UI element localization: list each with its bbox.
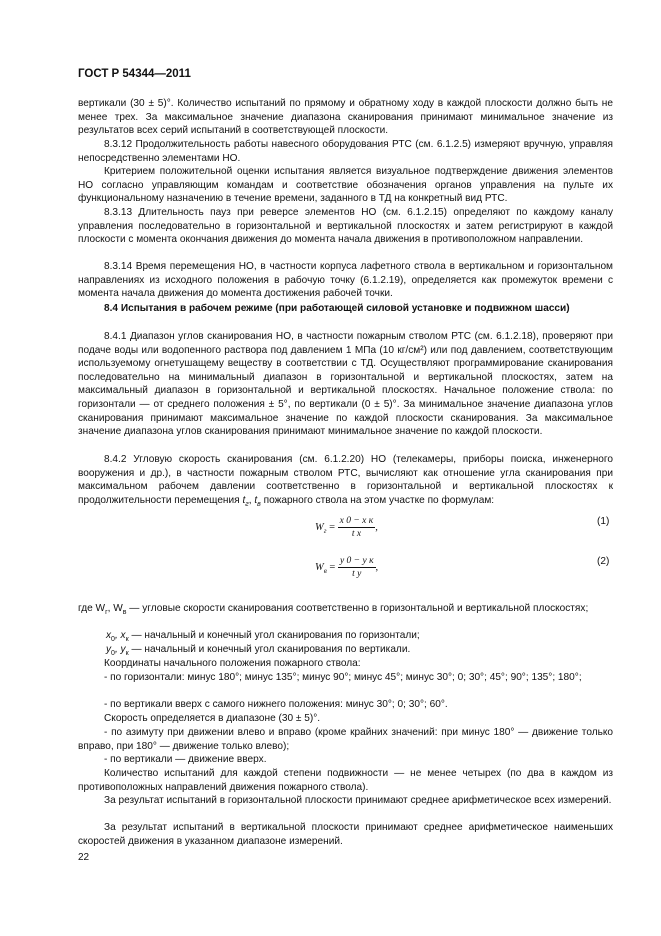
formula-lhs: W <box>315 561 324 573</box>
symbol-t: t <box>254 494 258 506</box>
legend-symbol: y <box>106 644 112 655</box>
formula-lhs-sub: в <box>323 567 327 575</box>
legend-text: — начальный и конечный угол сканирования по вертикали. <box>128 644 411 655</box>
legend-sub: в <box>122 609 127 617</box>
coords-horizontal: - по горизонтали: минус 180°; минус 135°; минус 90°; минус 45°; минус 30°; 0; 30°; 45°; 90°; 135°; 180°; <box>104 672 582 683</box>
legend-symbol: где W <box>78 603 106 614</box>
paragraph-8-4-2-end: пожарного ствола на этом участке по формулам: <box>263 494 495 506</box>
speed-range: Скорость определяется в диапазоне (30 ± 5)°. <box>104 713 321 724</box>
legend-line-1 <box>78 602 613 620</box>
formula-numerator: y 0 − y к <box>339 556 374 566</box>
formula-equals: = <box>329 521 336 533</box>
symbol-t-sub: в <box>257 500 261 508</box>
formula-tail: , <box>375 561 379 573</box>
formula-2 <box>315 556 378 579</box>
formula-lhs: W <box>315 521 324 533</box>
formula-1 <box>315 516 378 539</box>
legend-sub: 0 <box>111 636 115 644</box>
vertical-result: За результат испытаний в вертикальной плоскости принимают среднее арифметическое наименьших скоростей движения в указанном диапазоне измерений. <box>78 822 613 847</box>
test-count: Количество испытаний для каждой степени подвижности — не менее четырех (по два в каждом из противоположных направлений движения пожарного ствола). <box>78 768 613 793</box>
paragraph-8-4-2-text: 8.4.2 Угловую скорость сканирования (см. 6.1.2.20) НО (телекамеры, приборы поиска, инженерного вооружения и др.), в частности пожарным стволом РТС, вычисляют как отношение угла сканирования при максимальном рабочем давлении соответственно в горизонтальной и вертикальной плоскостях к продолжительности перемещения <box>78 454 613 506</box>
formula-fraction <box>338 516 376 539</box>
paragraph-8-3-12: 8.3.12 Продолжительность работы навесного оборудования РТС (см. 6.1.2.5) измеряют вручную, управляя непосредственно элементами НО. <box>78 139 613 164</box>
paragraph-continuation: вертикали (30 ± 5)°. Количество испытаний по прямому и обратному ходу в каждой плоскости должно быть не менее трех. За максимальное значение диапазона сканирования принимают минимальное значение из результатов всех серий испытаний в соответствующей плоскости. <box>78 98 613 137</box>
legend-sub: к <box>125 636 129 644</box>
document-header: ГОСТ Р 54344—2011 <box>78 68 191 80</box>
paragraph-8-3-13: 8.3.13 Длительность пауз при реверсе элементов НО (см. 6.1.2.15) определяют по каждому каналу управления последовательно в горизонтальной и вертикальной плоскостях и затем регистрируют в каждой плоскости с момента окончания движения до момента начала движения в противоположном направлении. <box>78 207 613 246</box>
formula-equals: = <box>329 561 336 573</box>
coords-heading: Координаты начального положения пожарного ствола: <box>104 658 361 669</box>
legend-text: — начальный и конечный угол сканирования по горизонтали; <box>128 630 420 641</box>
paragraph-8-3-14: 8.3.14 Время перемещения НО, в частности корпуса лафетного ствола в вертикальном и горизонтальном направлениях из исходного положения в рабочую точку (6.1.2.19), определяется как промежуток времени с момента начала движения до момента достижения рабочей точки. <box>78 261 613 300</box>
formula-denominator: t y <box>352 569 362 579</box>
page-number: 22 <box>78 852 90 863</box>
formula-fraction <box>338 556 376 579</box>
horizontal-result: За результат испытаний в горизонтальной плоскости принимают среднее арифметическое всех измерений. <box>104 795 612 806</box>
vertical-movement: - по вертикали — движение вверх. <box>104 754 267 765</box>
legend-sub: 0 <box>111 650 115 658</box>
legend-symbol: , x <box>114 630 126 641</box>
coords-vertical: - по вертикали вверх с самого нижнего положения: минус 30°; 0; 30°; 60°. <box>104 699 448 710</box>
formula-1-number: (1) <box>597 516 610 527</box>
symbol-t-sub: г <box>245 500 249 508</box>
separator: , <box>248 494 252 506</box>
formula-numerator: x 0 − x к <box>339 516 374 526</box>
legend-symbol: , y <box>114 644 126 655</box>
formula-lhs-sub: г <box>323 527 327 535</box>
paragraph-criterion: Критерием положительной оценки испытания является визуальное подтверждение движения элементов НО согласно управляющим командам и соответствие обозначения органов управления на пульте их функциональному назначению в течение времени, заданного в ТД на конкретный вид РТС. <box>78 166 613 205</box>
section-heading-8-4: 8.4 Испытания в рабочем режиме (при работающей силовой установке и подвижном шасси) <box>104 303 570 314</box>
formula-denominator: t x <box>351 529 362 539</box>
legend-sub: к <box>125 650 129 658</box>
symbol-t: t <box>242 494 246 506</box>
azimuth-movement: - по азимуту при движении влево и вправо (кроме крайних значений: при минус 180° — движение только вправо, при 180° — движение только влево); <box>78 727 613 752</box>
legend-sub: г <box>105 609 108 617</box>
formula-2-number: (2) <box>597 556 610 567</box>
legend-text: — угловые скорости сканирования соответственно в горизонтальной и вертикальной плоскостях; <box>126 603 589 614</box>
paragraph-8-4-1: 8.4.1 Диапазон углов сканирования НО, в частности пожарным стволом РТС (см. 6.1.2.18), проверяют при подаче воды или водопенного раствора под давлением 1 МПа (10 кг/см²) или под давлением, соответствующим используемому огнетушащему веществу в соответствии с ТД. Осуществляют программирование сканирования последовательно на минимальный диапазон в горизонтальной и вертикальной плоскостях, затем на максимальный диапазон в горизонтальной и вертикальной плоскостях. Начальное положение ствола: по горизонтали — от среднего положения ± 5°, по вертикали (0 ± 5)°. За минимальное значение диапазона углов сканирования принимают максимальное значение по каждой плоскости сканирования. За максимальное значение диапазона углов сканирования принимают минимальное значение по каждой плоскости. <box>78 331 613 438</box>
formula-tail: , <box>375 521 378 533</box>
paragraph-8-4-2 <box>78 453 613 511</box>
legend-symbol: , W <box>107 603 123 614</box>
legend-symbol: x <box>106 630 112 641</box>
